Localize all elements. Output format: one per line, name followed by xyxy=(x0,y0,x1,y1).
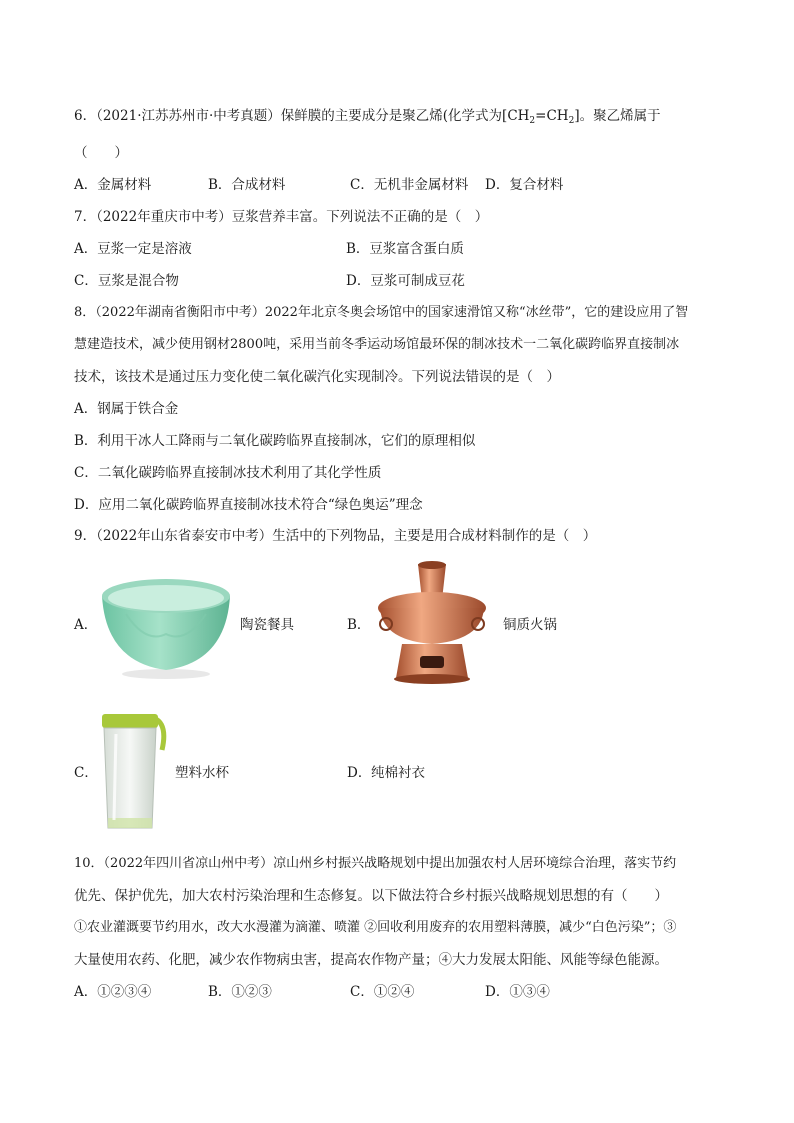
q10-option-d[interactable]: D．①③④ xyxy=(485,984,550,1000)
q8-option-c[interactable]: C．二氧化碳跨临界直接制冰技术利用了其化学性质 xyxy=(74,465,382,481)
q10-option-c[interactable]: C．①②④ xyxy=(350,984,415,1000)
q6-option-d[interactable]: D．复合材料 xyxy=(485,177,564,193)
q7-options-row1 xyxy=(74,239,734,259)
bowl-image xyxy=(96,574,236,680)
q8-option-d[interactable]: D．应用二氧化碳跨临界直接制冰技术符合“绿色奥运”理念 xyxy=(74,497,423,513)
q7-option-a[interactable]: A．豆浆一定是溶液 xyxy=(74,241,192,257)
q7-options-row2 xyxy=(74,271,734,291)
q9-option-c-label: 塑料水杯 xyxy=(175,765,229,781)
q6-answer-paren: （ ） xyxy=(74,145,128,161)
q6-option-a[interactable]: A．金属材料 xyxy=(74,177,152,193)
q8-option-b[interactable]: B．利用干冰人工降雨与二氧化碳跨临界直接制冰，它们的原理相似 xyxy=(74,433,476,449)
q8-stem-line-1: 8．（2022年湖南省衡阳市中考）2022年北京冬奥会场馆中的国家速滑馆又称“冰丝带”，它的建设应用了智 xyxy=(74,305,689,320)
q9-option-b-letter[interactable]: B． xyxy=(347,617,371,633)
q10-stem-line-1: 10．（2022年四川省凉山州中考）凉山州乡村振兴战略规划中提出加强农村人居环境综合治理，落实节约 xyxy=(74,856,677,871)
q6-formula: $[CH_2=CH_2]$ xyxy=(502,108,580,126)
q9-option-d-letter[interactable]: D． xyxy=(347,765,372,781)
q6-stem xyxy=(74,106,661,131)
q8-stem-line-2: 慧建造技术，减少使用钢材2800吨，采用当前冬季运动场馆最环保的制冰技术一二氧化碳跨临界直接制冰 xyxy=(74,337,680,352)
q6-option-c[interactable]: C．无机非金属材料 xyxy=(350,177,469,193)
copper-hotpot-image xyxy=(372,560,492,688)
q7-option-c[interactable]: C．豆浆是混合物 xyxy=(74,273,179,289)
q9-option-a-label: 陶瓷餐具 xyxy=(240,617,294,633)
q10-stem-line-4: 大量使用农药、化肥，减少农作物病虫害，提高农作物产量；④大力发展太阳能、风能等绿色能源。 xyxy=(74,952,668,968)
q6-stem-text: 6．（2021·江苏苏州市·中考真题）保鲜膜的主要成分是聚乙烯(化学式为 xyxy=(74,108,503,124)
q7-option-b[interactable]: B．豆浆富含蛋白质 xyxy=(346,241,464,257)
q9-option-c-letter[interactable]: C． xyxy=(74,765,98,781)
q9-option-b-label: 铜质火锅 xyxy=(503,617,557,633)
q10-option-b[interactable]: B．①②③ xyxy=(208,984,272,1000)
q6-stem-tail: 。聚乙烯属于 xyxy=(579,108,661,124)
q7-option-d[interactable]: D．豆浆可制成豆花 xyxy=(346,273,465,289)
q10-stem-line-3: ①农业灌溉要节约用水，改大水漫灌为滴灌、喷灌 ②回收利用废弃的农用塑料薄膜，减少“白色污染”；③ xyxy=(74,920,677,935)
q6-options xyxy=(74,175,734,195)
plastic-cup-image xyxy=(96,710,168,836)
q10-options xyxy=(74,982,734,1002)
q9-option-a-letter[interactable]: A． xyxy=(74,617,98,633)
q9-stem: 9．（2022年山东省泰安市中考）生活中的下列物品，主要是用合成材料制作的是（ ） xyxy=(74,528,597,544)
q10-stem-line-2: 优先、保护优先，加大农村污染治理和生态修复。以下做法符合乡村振兴战略规划思想的有（ ） xyxy=(74,888,668,904)
q8-stem-line-3: 技术，该技术是通过压力变化使二氧化碳汽化实现制冷。下列说法错误的是（ ） xyxy=(74,369,560,385)
q6-option-b[interactable]: B．合成材料 xyxy=(208,177,286,193)
q9-option-d-label: 纯棉衬衣 xyxy=(371,765,425,781)
q7-stem: 7．（2022年重庆市中考）豆浆营养丰富。下列说法不正确的是（ ） xyxy=(74,209,489,225)
q8-option-a[interactable]: A．钢属于铁合金 xyxy=(74,401,179,417)
q10-option-a[interactable]: A．①②③④ xyxy=(74,984,152,1000)
